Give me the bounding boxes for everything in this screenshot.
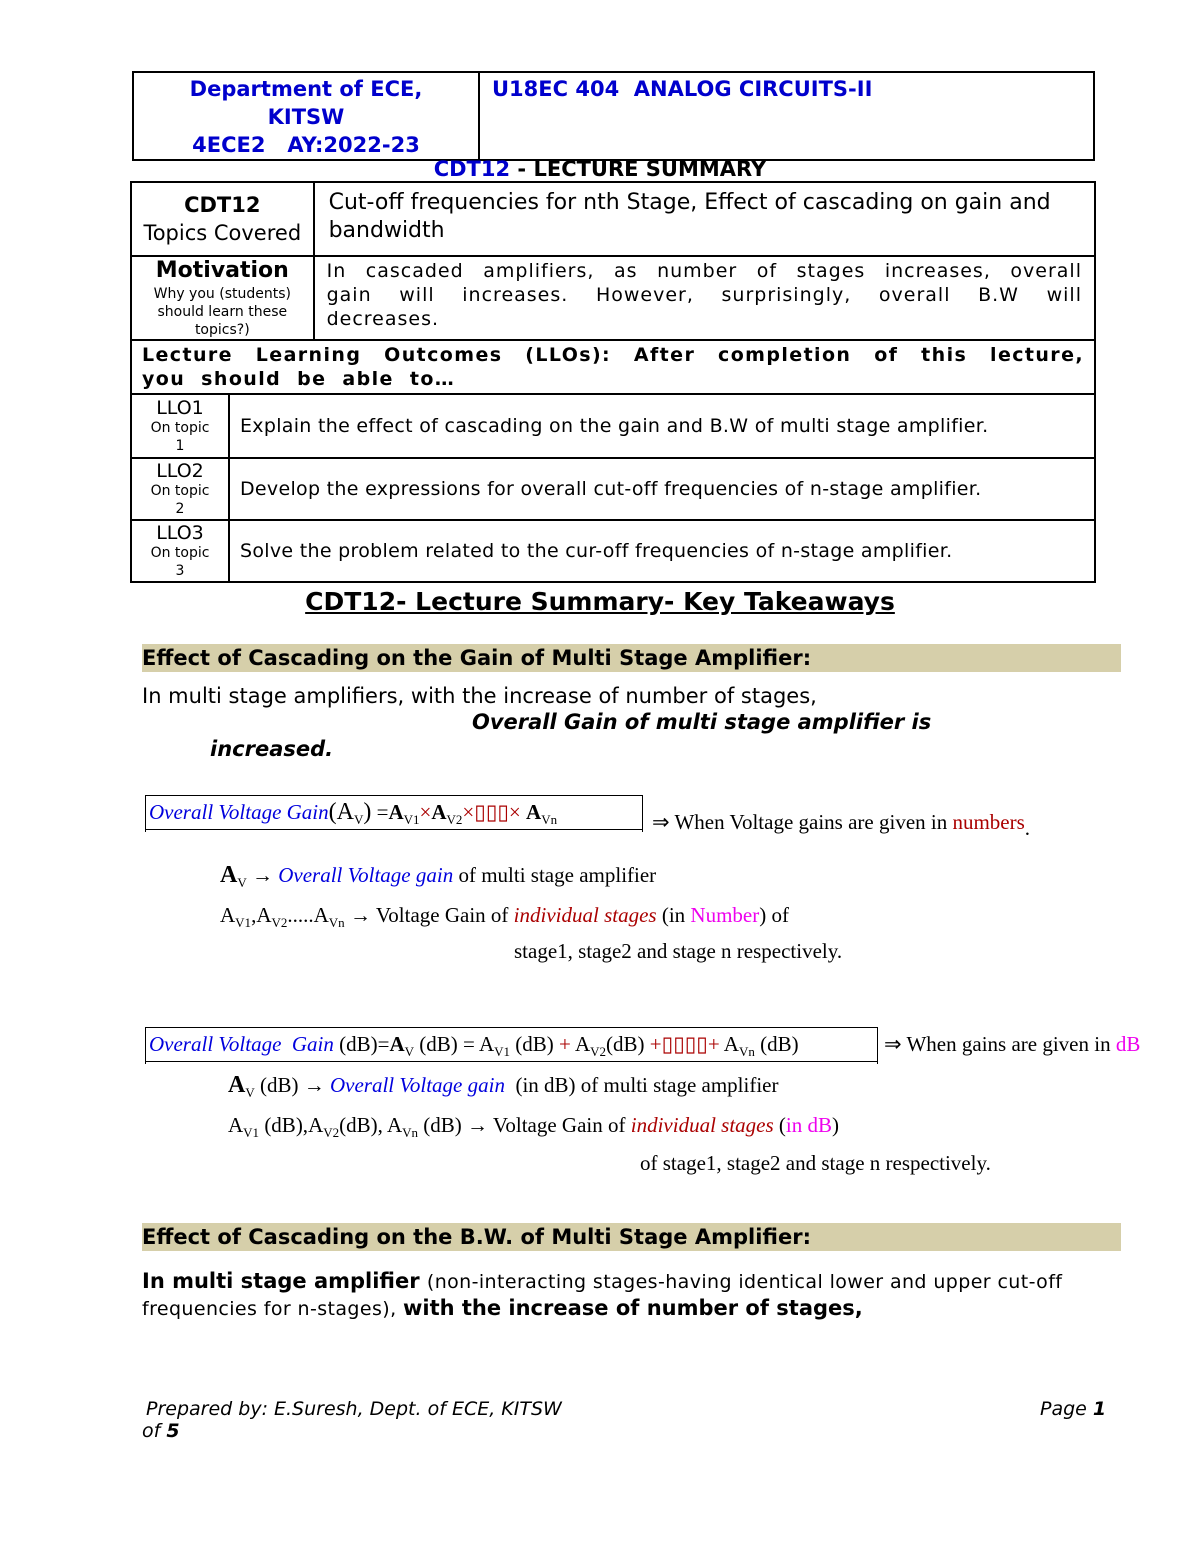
dept-line2: KITSW: [267, 105, 345, 129]
eq2-note-pre: When gains are given in: [906, 1032, 1116, 1056]
llo3-text: Solve the problem related to the cur-off frequencies of n-stage amplifier.: [229, 520, 1095, 582]
course-title: U18EC 404 ANALOG CIRCUITS-II: [492, 77, 873, 101]
llo2-sub: On topic 2: [150, 483, 210, 517]
eq2-def2-an: A: [386, 1113, 403, 1137]
eq1-def1-rest: of multi stage amplifier: [453, 863, 657, 887]
eq2-db5: (dB): [754, 1032, 799, 1056]
eq2-av-sub: V: [404, 1044, 415, 1059]
llo2-id-cell: [131, 458, 229, 520]
eq1-note-dot: .: [1024, 816, 1031, 840]
eq1-def2-a1: A: [220, 903, 236, 927]
eq1-def2-line2: stage1, stage2 and stage n respectively.: [514, 939, 843, 963]
motivation-sublabel: Why you (students) should learn these topics?): [153, 286, 291, 338]
eq2-db2: (dB) =: [414, 1032, 479, 1056]
eq2-def1-arrow: →: [298, 1073, 325, 1097]
eq2-def2-mag: in dB: [785, 1113, 833, 1137]
section1-line3: increased.: [210, 737, 334, 761]
eq1-equals: =: [371, 800, 389, 824]
llo2-text: Develop the expressions for overall cut-off frequencies of n-stage amplifier.: [229, 458, 1095, 520]
eq2-def1-sym-sub: V: [245, 1085, 255, 1100]
eq2-an: A: [719, 1032, 739, 1056]
eq2-a2-sub: V2: [590, 1044, 607, 1059]
eq2-definition2: [228, 1110, 839, 1148]
motivation-label: Motivation: [155, 258, 289, 283]
key-takeaways-title: CDT12- Lecture Summary- Key Takeaways: [305, 587, 895, 616]
eq2-arrow: ⇒: [884, 1032, 902, 1056]
footer-of-number: 5: [166, 1420, 180, 1442]
eq2-a1-sub: V1: [494, 1044, 511, 1059]
eq1-def2-arrow: →: [349, 903, 371, 927]
course-cell: [479, 72, 1094, 160]
eq2-def1-blue: Overall Voltage gain: [329, 1073, 505, 1097]
eq2-def2-pre: Voltage Gain of: [488, 1113, 631, 1137]
equation1-note: [652, 808, 1031, 840]
header-table: [132, 71, 1095, 161]
eq2-def2-line2: of stage1, stage2 and stage n respectively.: [640, 1151, 991, 1175]
llo1-sub: On topic 1: [150, 420, 210, 454]
eq1-def2-a1-sub: V1: [235, 915, 252, 930]
equation2-note: [884, 1030, 1140, 1058]
eq2-def2-db3: (dB) →: [418, 1113, 489, 1137]
section2-line2-normal: frequencies for n-stages),: [142, 1298, 403, 1320]
eq1-def2-a2: A: [256, 903, 272, 927]
eq1-t1-sub: V1: [403, 812, 420, 827]
eq2-def2-an-sub: Vn: [402, 1125, 419, 1140]
eq2-def1-rest: (in dB) of multi stage amplifier: [504, 1073, 779, 1097]
footer-prepared-by: Prepared by: E.Suresh, Dept. of ECE, KITSW: [146, 1398, 562, 1420]
eq1-t1: A: [388, 800, 404, 824]
topics-label: CDT12: [184, 193, 261, 217]
equation2-box: [145, 1027, 878, 1062]
eq2-av: A: [389, 1032, 405, 1056]
section2-line1: [142, 1267, 1062, 1297]
eq1-tn-sub: Vn: [541, 812, 558, 827]
eq2-def2-a2: A: [308, 1113, 324, 1137]
eq2-db: (dB): [333, 1032, 378, 1056]
eq1-paren: (A: [328, 799, 354, 825]
section1-heading: Effect of Cascading on the Gain of Multi Stage Amplifier:: [142, 644, 1121, 672]
topics-label-cell: [131, 182, 314, 256]
llo2-id: LLO2: [156, 460, 204, 482]
eq1-x1: ×: [419, 800, 432, 824]
eq1-def2-paren-open: (in: [656, 903, 691, 927]
eq1-def2-red: individual stages: [513, 903, 657, 927]
eq1-definition1: [220, 860, 656, 898]
eq1-def2-a2-sub: V2: [271, 915, 288, 930]
footer-of: [142, 1420, 180, 1442]
llo1-id-cell: [131, 394, 229, 458]
summary-table: [130, 181, 1096, 583]
eq2-db3: (dB): [510, 1032, 560, 1056]
dept-line1: Department of ECE,: [189, 77, 423, 101]
eq2-def2-paren-open: (: [773, 1113, 786, 1137]
eq1-paren-sub: V: [353, 812, 364, 827]
eq1-def2-an-sub: Vn: [328, 915, 345, 930]
eq2-def1-db: (dB): [254, 1073, 299, 1097]
eq2-plus2: +▯▯▯▯+: [649, 1032, 720, 1056]
topics-sublabel: Topics Covered: [143, 221, 302, 245]
footer-page-number: 1: [1092, 1398, 1107, 1420]
eq2-db4: (dB): [606, 1032, 650, 1056]
summary-rest: - LECTURE SUMMARY: [510, 157, 767, 181]
topics-text: Cut-off frequencies for nth Stage, Effect of cascading on gain and bandwidth: [314, 182, 1095, 256]
section2-line1-bold: In multi stage amplifier: [142, 1269, 427, 1293]
eq2-def2-paren-close: ): [832, 1113, 840, 1137]
eq1-def2-pre: Voltage Gain of: [375, 903, 514, 927]
eq2-def2-a1: A: [228, 1113, 244, 1137]
section2-heading: Effect of Cascading on the B.W. of Multi Stage Amplifier:: [142, 1223, 1121, 1251]
eq1-def2-comma: ,: [251, 903, 257, 927]
eq1-t2: A: [431, 800, 447, 824]
lecture-summary-title: [0, 155, 1200, 183]
eq1-def1-arrow: →: [251, 863, 273, 887]
summary-code: CDT12: [433, 157, 511, 181]
section1-line1: In multi stage amplifiers, with the increase of number of stages,: [142, 684, 817, 708]
section2-line1-normal: (non-interacting stages-having identical lower and upper cut-off: [426, 1271, 1063, 1293]
llo1-text: Explain the effect of cascading on the gain and B.W of multi stage amplifier.: [229, 394, 1095, 458]
eq1-def2-paren-close: ) of: [759, 903, 789, 927]
eq2-def2-db2: (dB),: [339, 1113, 387, 1137]
motivation-text: In cascaded amplifiers, as number of stages increases, overall gain will increases. However, surprisingly, overall B.W will decreases.: [314, 256, 1095, 340]
eq2-note-colored: dB: [1115, 1032, 1141, 1056]
dept-line3: 4ECE2 AY:2022-23: [192, 133, 420, 157]
footer-of-label: of: [142, 1420, 167, 1442]
motivation-label-cell: [131, 256, 314, 340]
eq1-t2-sub: V2: [446, 812, 463, 827]
eq2-def2-red: individual stages: [630, 1113, 774, 1137]
eq1-def2-dots: .....: [287, 903, 314, 927]
section2-line2: [142, 1294, 863, 1324]
footer-page: [1040, 1398, 1106, 1420]
llo1-id: LLO1: [156, 397, 204, 419]
equation1-box: [145, 795, 643, 830]
eq1-paren-close: ): [363, 799, 372, 825]
eq2-an-sub: Vn: [738, 1044, 755, 1059]
eq1-def1-sym-sub: V: [237, 875, 247, 890]
eq1-note-pre: When Voltage gains are given in: [674, 810, 953, 834]
llo3-sub: On topic 3: [150, 545, 210, 579]
section1-line2: Overall Gain of multi stage amplifier is: [472, 710, 932, 734]
llo3-id-cell: [131, 520, 229, 582]
eq2-def2-db1: (dB),: [259, 1113, 309, 1137]
eq2-a2: A: [574, 1032, 591, 1056]
llo-header: Lecture Learning Outcomes (LLOs): After completion of this lecture, you should be able to…: [131, 340, 1095, 394]
eq2-a1: A: [478, 1032, 495, 1056]
eq2-def2-a1-sub: V1: [243, 1125, 260, 1140]
eq2-definition1: [228, 1070, 779, 1108]
eq1-note-colored: numbers: [952, 810, 1025, 834]
eq1-lhs: Overall Voltage Gain: [149, 800, 329, 824]
llo3-id: LLO3: [156, 522, 204, 544]
eq1-definition2: [220, 900, 789, 938]
eq1-def2-mag: Number: [690, 903, 760, 927]
eq2-def2-a2-sub: V2: [323, 1125, 340, 1140]
eq1-def1-blue: Overall Voltage gain: [278, 863, 454, 887]
eq1-arrow: ⇒: [652, 810, 670, 834]
footer-page-label: Page: [1040, 1398, 1093, 1420]
eq1-def1-sym: A: [220, 862, 238, 888]
eq2-plus1: +: [559, 1032, 571, 1056]
eq2-eq: =: [377, 1032, 390, 1056]
eq2-lhs: Overall Voltage Gain: [149, 1032, 334, 1056]
department-cell: [133, 72, 479, 160]
eq2-def1-sym: A: [228, 1072, 246, 1098]
eq1-tn: A: [526, 800, 542, 824]
eq1-x2: ×▯▯▯×: [462, 800, 521, 824]
eq1-def2-an: A: [313, 903, 329, 927]
section2-line2-bold: with the increase of number of stages,: [402, 1296, 863, 1320]
